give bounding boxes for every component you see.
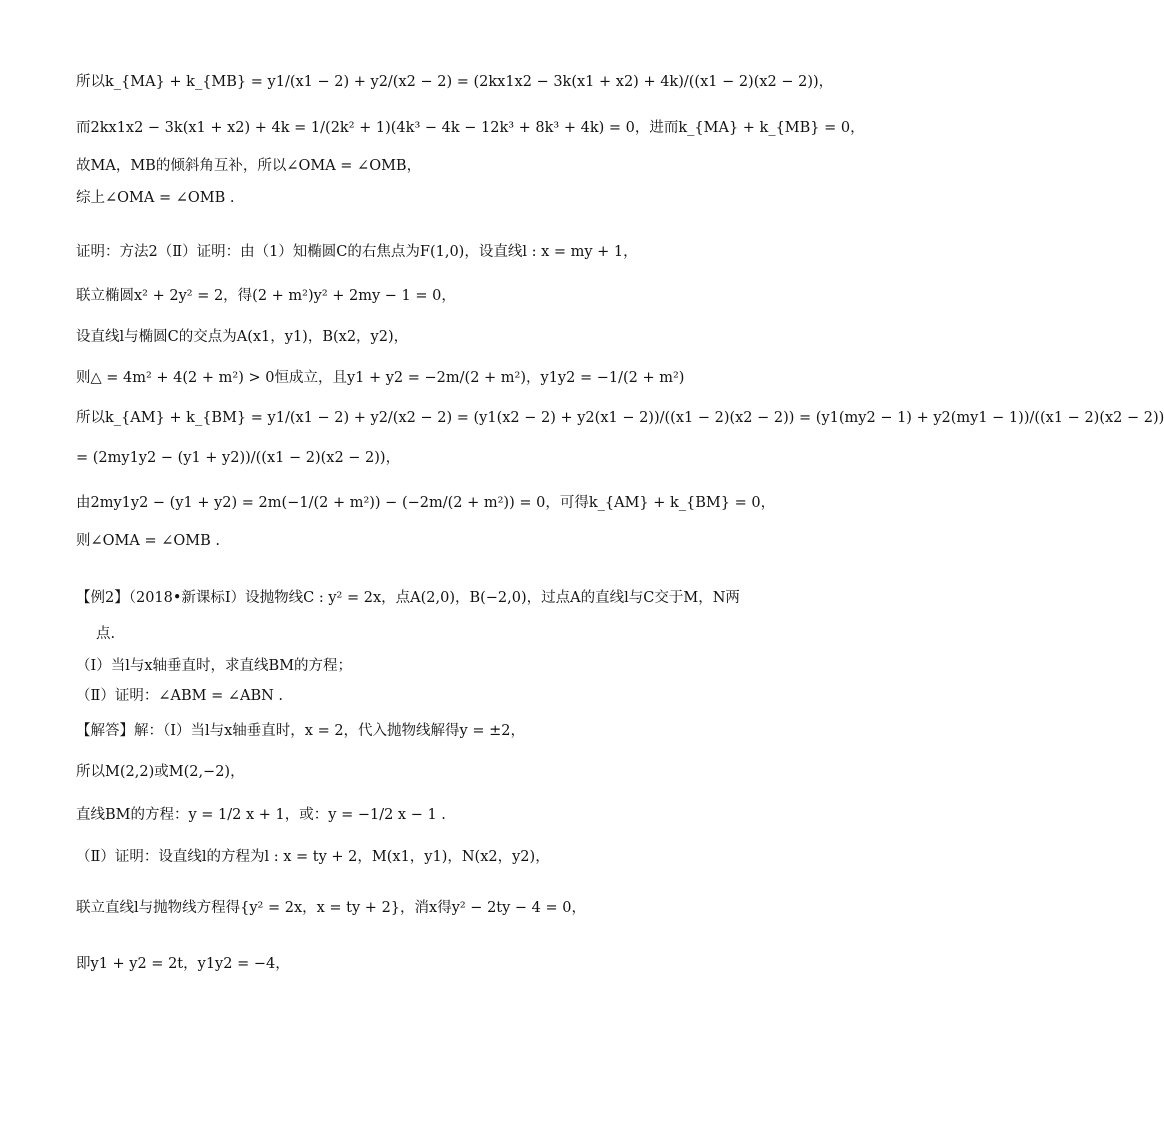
- text-line-20: （Ⅱ）证明：设直线l的方程为l : x = ty + 2，M(x1，y1)，N(x2，y2)，: [76, 849, 550, 865]
- text-line-5: 证明：方法2（Ⅱ）证明：由（1）知椭圆C的右焦点为F(1,0)，设直线l : x = my + 1，: [76, 244, 638, 260]
- text-line-7: 设直线l与椭圆C的交点为A(x1，y1)，B(x2，y2)，: [76, 329, 409, 345]
- text-line-2: 而2kx1x2 − 3k(x1 + x2) + 4k = 1/(2k² + 1)(4k³ − 4k − 12k³ + 8k³ + 4k) = 0，进而k_{MA} + k_{MB} = 0，: [76, 120, 865, 136]
- text-line-9: 所以k_{AM} + k_{BM} = y1/(x1 − 2) + y2/(x2 − 2) = (y1(x2 − 2) + y2(x1 − 2))/((x1 − 2)(x2 − 2)) = (y1(my2 − 1) + y2(my1 − 1))/((x1 − 2)(x2 − 2)): [76, 410, 1164, 426]
- text-line-8: 则△ = 4m² + 4(2 + m²) > 0恒成立，且y1 + y2 = −2m/(2 + m²)，y1y2 = −1/(2 + m²): [76, 370, 685, 386]
- text-line-21: 联立直线l与抛物线方程得{y² = 2x，x = ty + 2}，消x得y² − 2ty − 4 = 0，: [76, 900, 586, 916]
- text-line-15: （Ⅰ）当l与x轴垂直时，求直线BM的方程；: [76, 658, 353, 674]
- text-line-14: 点.: [96, 626, 116, 642]
- text-line-17: 【解答】解：（Ⅰ）当l与x轴垂直时，x = 2，代入抛物线解得y = ±2，: [76, 723, 525, 739]
- text-line-6: 联立椭圆x² + 2y² = 2，得(2 + m²)y² + 2my − 1 = 0，: [76, 288, 456, 304]
- text-line-18: 所以M(2,2)或M(2,−2)，: [76, 764, 245, 780]
- text-line-4: 综上∠OMA = ∠OMB .: [76, 190, 235, 206]
- text-line-1: 所以k_{MA} + k_{MB} = y1/(x1 − 2) + y2/(x2 − 2) = (2kx1x2 − 3k(x1 + x2) + 4k)/((x1 − 2)(x2 − 2))，: [76, 74, 834, 90]
- text-line-3: 故MA，MB的倾斜角互补，所以∠OMA = ∠OMB，: [76, 158, 422, 174]
- text-line-16: （Ⅱ）证明：∠ABM = ∠ABN .: [76, 688, 284, 704]
- text-line-11: 由2my1y2 − (y1 + y2) = 2m(−1/(2 + m²)) − (−2m/(2 + m²)) = 0，可得k_{AM} + k_{BM} = 0，: [76, 495, 776, 511]
- text-line-19: 直线BM的方程：y = 1/2 x + 1，或：y = −1/2 x − 1 .: [76, 807, 446, 823]
- text-line-22: 即y1 + y2 = 2t，y1y2 = −4，: [76, 956, 290, 972]
- text-line-13: 【例2】（2018•新课标Ⅰ）设抛物线C : y² = 2x，点A(2,0)，B(−2,0)，过点A的直线l与C交于M，N两: [76, 590, 740, 606]
- text-line-12: 则∠OMA = ∠OMB .: [76, 533, 220, 549]
- text-line-10: = (2my1y2 − (y1 + y2))/((x1 − 2)(x2 − 2))，: [76, 450, 401, 466]
